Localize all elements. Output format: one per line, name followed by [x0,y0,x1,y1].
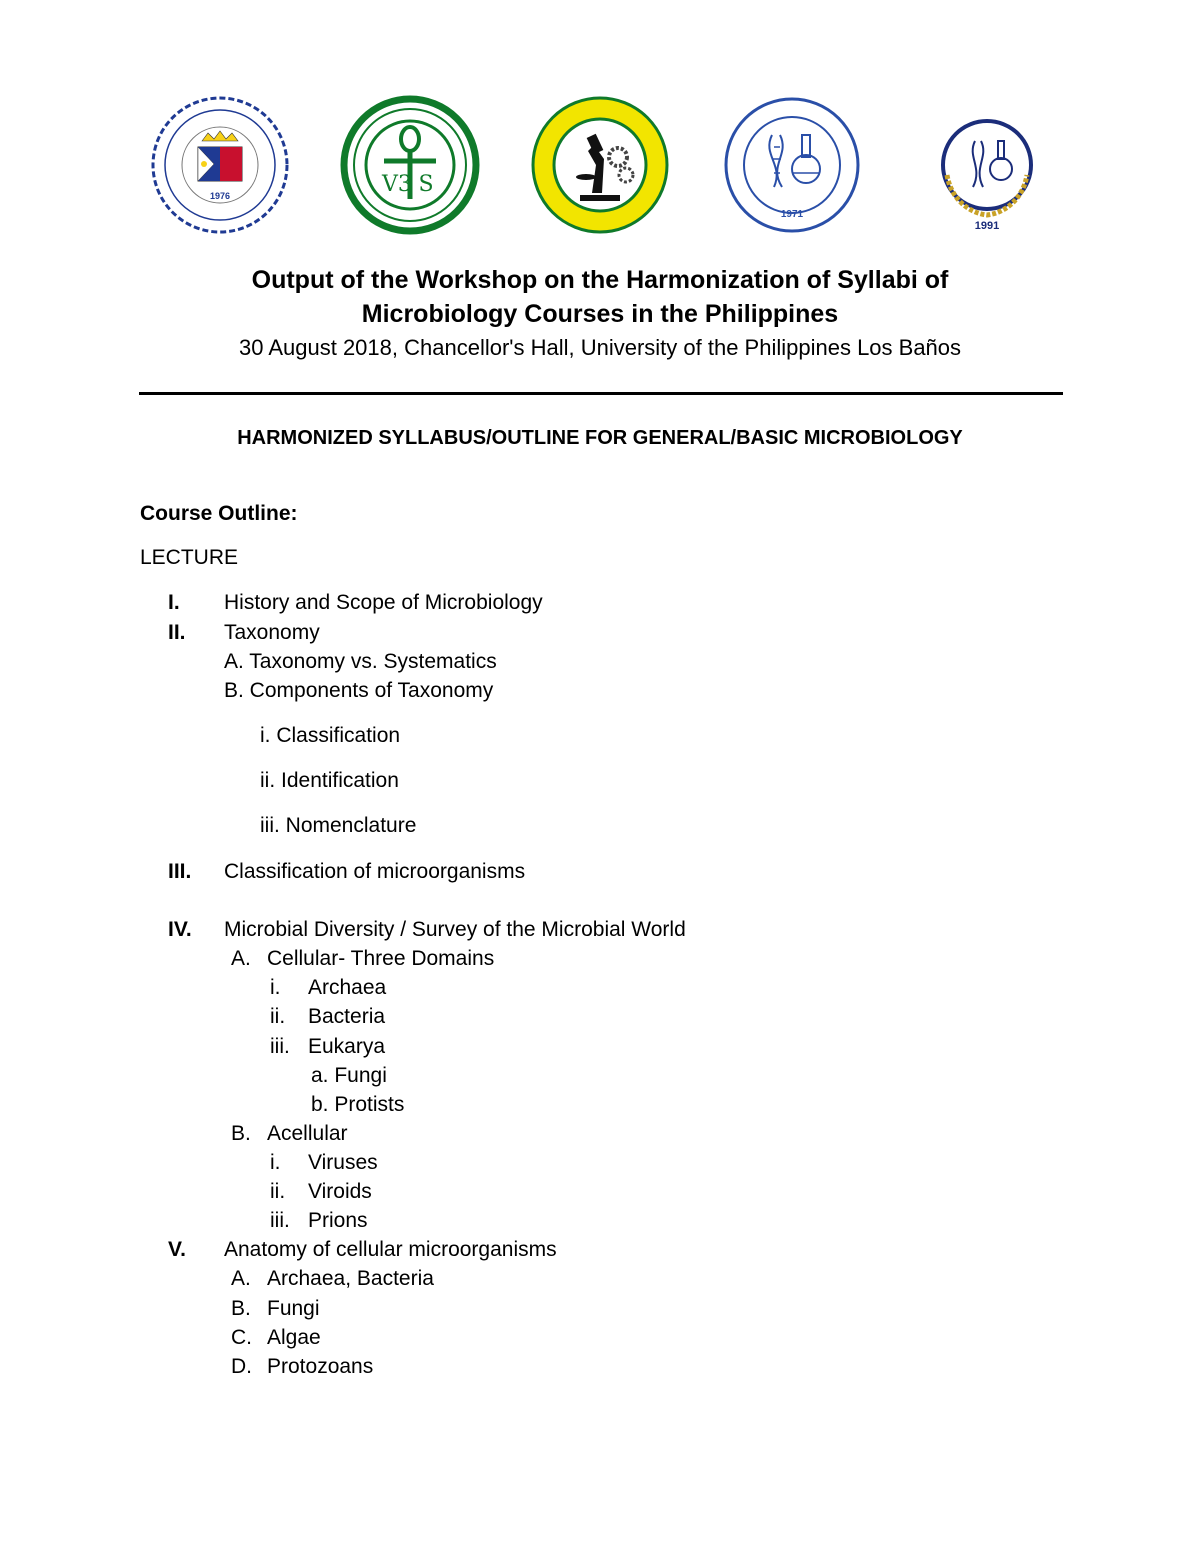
outline-num: I. [168,591,180,614]
syllabus-heading: HARMONIZED SYLLABUS/OUTLINE FOR GENERAL/BASIC MICROBIOLOGY [237,427,963,449]
outline-subsubitem: Bacteria [308,1005,386,1028]
outline-num: V. [168,1238,186,1261]
outline-item: Classification of microorganisms [224,860,526,883]
document-subtitle: 30 August 2018, Chancellor's Hall, University of the Philippines Los Baños [238,335,962,360]
outline-subsubitem: Eukarya [308,1035,386,1058]
outline-roman: iii. [270,1035,290,1058]
outline-subsubitem: Prions [308,1209,368,1232]
outline-num: II. [168,621,186,644]
outline-letter: A. [231,947,251,970]
nast-seal-logo [150,95,290,235]
outline-num: III. [168,860,192,883]
lecture-label: LECTURE [140,546,239,569]
outline-roman: i. [270,976,281,999]
svg-text:V3: V3 [382,172,412,197]
nast-year: 1976 [209,191,231,201]
outline-subsubitem: Viroids [308,1180,372,1203]
outline-subitem: Protozoans [267,1355,374,1378]
microbiology-division-seal-logo [530,95,670,235]
svg-text:S: S [418,172,434,197]
pam-year: 1991 [974,220,1000,232]
outline-letter: D. [231,1355,252,1378]
outline-roman: ii. [270,1005,286,1028]
header-divider [139,392,1063,395]
outline-roman: ii. [270,1180,286,1203]
outline-subsubitem: i. Classification [260,724,401,747]
psm-year: 1971 [780,209,804,220]
outline-subsubitem: Viruses [308,1151,378,1174]
outline-subitem: Cellular- Three Domains [267,947,495,970]
outline-letter: C. [231,1326,252,1349]
outline-subitem: Acellular [267,1122,348,1145]
outline-subsubitem: iii. Nomenclature [260,814,417,837]
outline-subsubitem: Archaea [308,976,387,999]
outline-item: History and Scope of Microbiology [224,591,543,614]
outline-subsubsubitem: b. Protists [311,1093,405,1116]
outline-item: Anatomy of cellular microorganisms [224,1238,557,1261]
course-outline-label: Course Outline: [140,502,298,525]
outline-roman: iii. [270,1209,290,1232]
ibs-seal-logo [340,95,480,235]
outline-subitem: Archaea, Bacteria [267,1267,434,1290]
document-title-line1: Output of the Workshop on the Harmonization of Syllabi of [251,266,949,294]
document-title-line2: Microbiology Courses in the Philippines [361,300,839,328]
psm-seal-logo [722,95,862,235]
outline-subsubitem: ii. Identification [260,769,399,792]
outline-letter: B. [231,1122,251,1145]
outline-item: Microbial Diversity / Survey of the Microbial World [224,918,686,941]
outline-subitem: A. Taxonomy vs. Systematics [224,650,497,673]
outline-item: Taxonomy [224,621,320,644]
outline-num: IV. [168,918,192,941]
outline-subitem: Fungi [267,1297,320,1320]
outline-letter: B. [231,1297,251,1320]
outline-letter: A. [231,1267,251,1290]
outline-subsubsubitem: a. Fungi [311,1064,387,1087]
outline-subitem: B. Components of Taxonomy [224,679,494,702]
outline-subitem: Algae [267,1326,321,1349]
pam-seal-logo [917,95,1057,235]
outline-roman: i. [270,1151,281,1174]
